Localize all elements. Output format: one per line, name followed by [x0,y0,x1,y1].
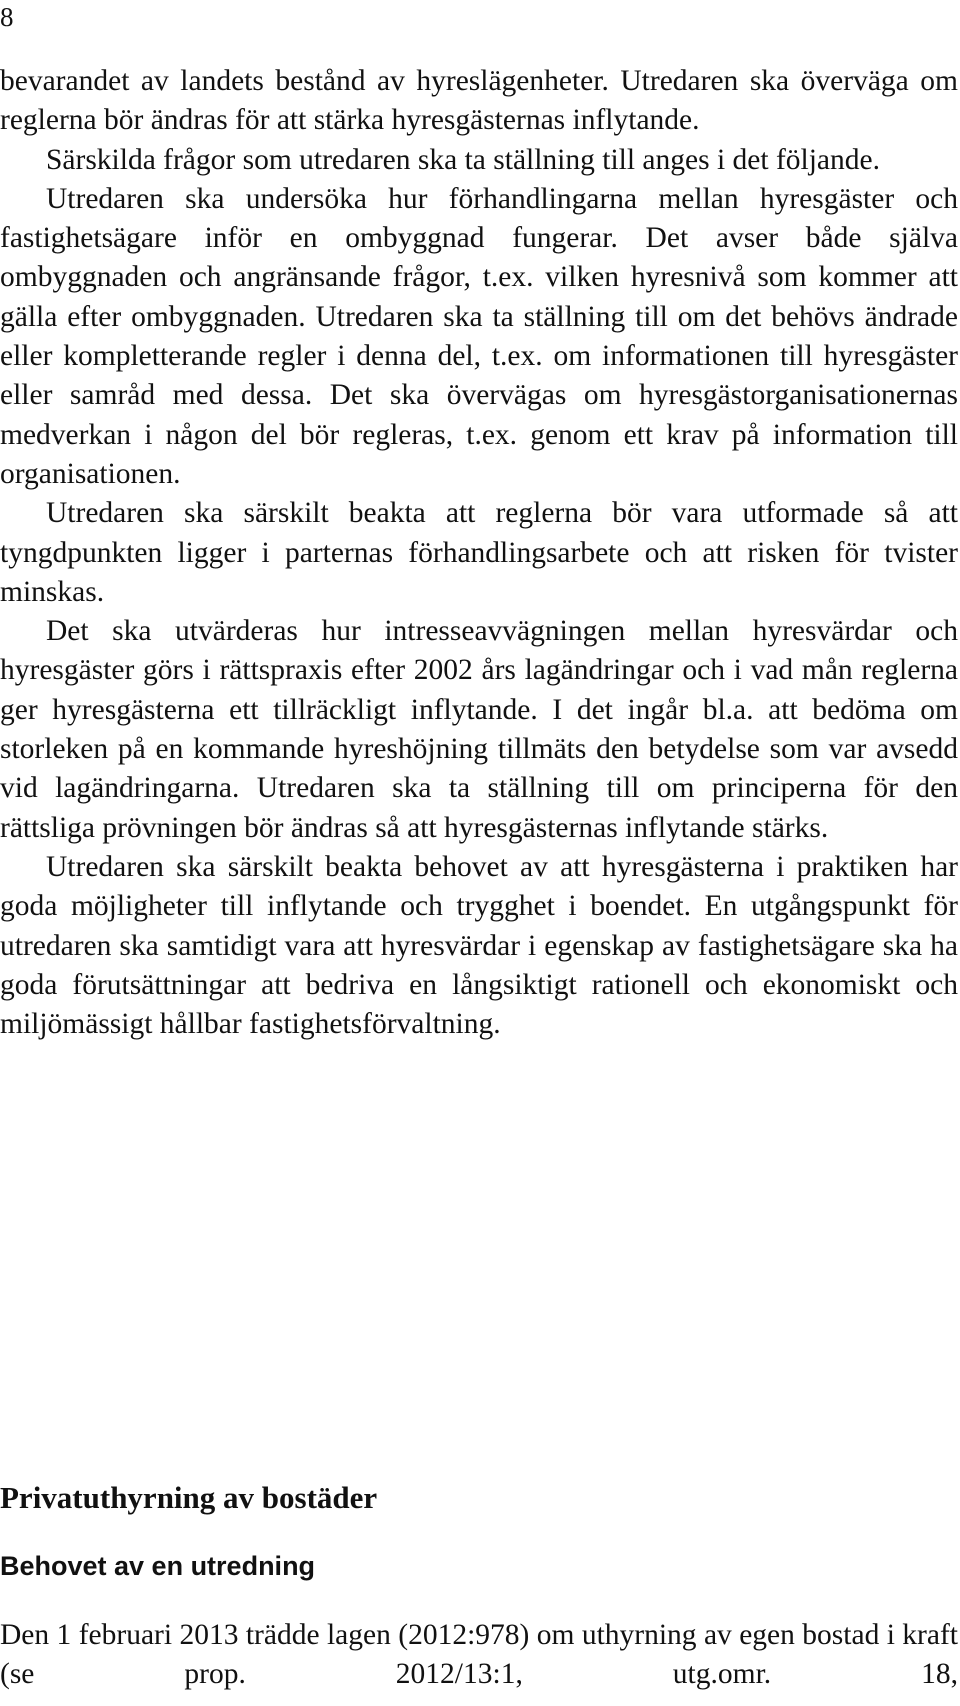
paragraph-negotiations: Utredaren ska undersöka hur förhandlingarna mellan hyresgäster och fastighetsägare inför en ombyggnad fungerar. Det avser både själva ombyggnaden och angränsande frågor, t.ex. vilken hyresnivå som kommer att gälla efter ombyggnaden. Utredaren ska ta ställning till om det behövs ändrade eller kompletterande regler i denna del, t.ex. om informationen till hyresgäster eller samråd med dessa. Det ska övervägas om hyresgästorganisationernas medverkan i någon del bör regleras, t.ex. genom ett krav på information till organisationen. [0,182,958,490]
section-subheading: Behovet av en utredning [0,1551,316,1581]
paragraph-continuation: bevarandet av landets bestånd av hyreslägenheter. Utredaren ska överväga om reglerna bör ändras för att stärka hyresgästernas inflytande. [0,65,958,137]
paragraph-evaluation: Det ska utvärderas hur intresseavvägningen mellan hyresvärdar och hyresgäster görs i rättspraxis efter 2002 års lagändringar och i vad mån reglerna ger hyresgästerna ett tillräckligt inflytande. I det ingår bl.a. att bedöma om storleken på en kommande hyreshöjning tillmäts den betydelse som var avsedd vid lagändringarna. Utredaren ska ta ställning till om principerna för den rättsliga prövningen bör ändras så att hyresgästernas inflytande stärks. [0,615,958,844]
paragraph-tenant-influence: Utredaren ska särskilt beakta behovet av att hyresgästerna i praktiken har goda möjligheter till inflytande och trygghet i boendet. En utgångspunkt för utredaren ska samtidigt vara att hyresvärdar i egenskap av fastighetsägare ska ha goda förutsättningar att bedriva en långsiktigt rationell och ekonomiskt och miljömässigt hållbar fastighetsförvaltning. [0,850,958,1041]
section-heading: Privatuthyrning av bostäder [0,1480,378,1515]
body-text [0,62,958,1044]
page-number: 8 [0,2,14,32]
paragraph-special-questions: Särskilda frågor som utredaren ska ta ställning till anges i det följande. [46,143,880,176]
paragraph-regulation-design: Utredaren ska särskilt beakta att reglerna bör vara utformade så att tyngdpunkten ligger i parternas förhandlingsarbete och att risken för tvister minskas. [0,497,958,608]
section-text: Den 1 februari 2013 trädde lagen (2012:978) om uthyrning av egen bostad i kraft (se prop. 2012/13:1, utg.omr. 18, [0,1619,958,1691]
